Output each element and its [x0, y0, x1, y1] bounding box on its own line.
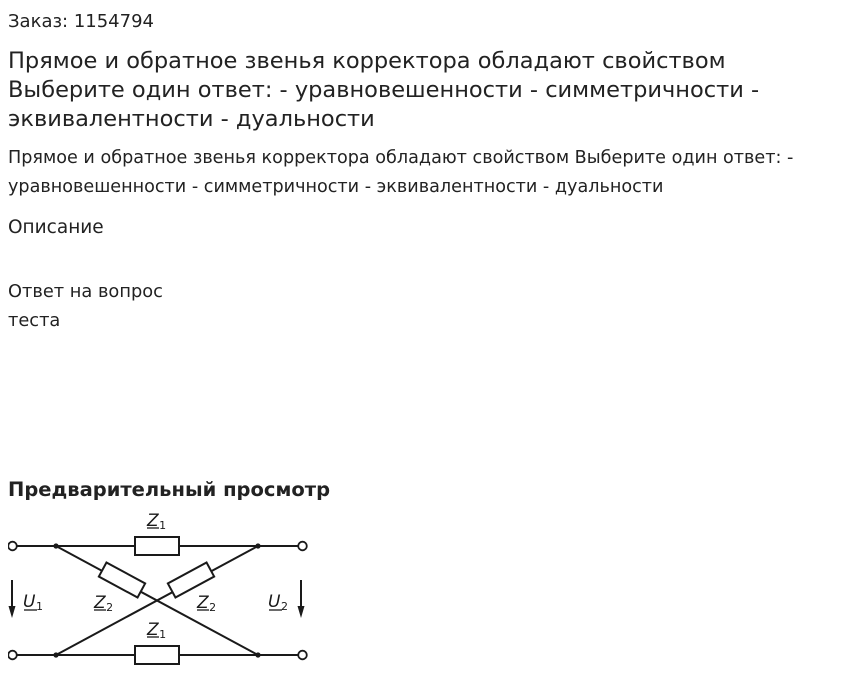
u2-label: U2 [268, 592, 288, 613]
junction-dot-top-left [53, 543, 58, 548]
preview-heading: Предварительный просмотр [8, 478, 331, 501]
terminal-input-top [8, 542, 17, 551]
u2-arrow-head [298, 606, 305, 618]
terminal-input-bottom [8, 651, 17, 660]
z2-left-resistor [99, 562, 145, 597]
u1-label: U1 [23, 592, 43, 613]
z2-left-label: Z2 [94, 593, 114, 614]
order-number: Заказ: 1154794 [8, 11, 154, 32]
z1-top-label: Z1 [147, 511, 167, 532]
lattice-circuit-diagram [8, 506, 318, 670]
z1-top-resistor [135, 537, 179, 555]
junction-dot-top-right [255, 543, 260, 548]
z1-bottom-resistor [135, 646, 179, 664]
z1-bottom-label: Z1 [147, 620, 167, 641]
description-heading: Описание [8, 217, 104, 238]
question-text: Прямое и обратное звенья корректора обладают свойством Выберите один ответ: - уравновешенности - симметричности - эквивалентности - дуальности [8, 148, 794, 197]
page-title: Прямое и обратное звенья корректора обладают свойством Выберите один ответ: - уравновешенности - симметричности - эквивалентности - дуальности [8, 48, 760, 132]
terminal-output-bottom [298, 651, 307, 660]
junction-dot-bottom-left [53, 652, 58, 657]
u1-arrow-head [9, 606, 16, 618]
terminal-output-top [298, 542, 307, 551]
description-text: Ответ на вопрос теста [8, 281, 163, 331]
junction-dot-bottom-right [255, 652, 260, 657]
z2-right-label: Z2 [197, 593, 217, 614]
